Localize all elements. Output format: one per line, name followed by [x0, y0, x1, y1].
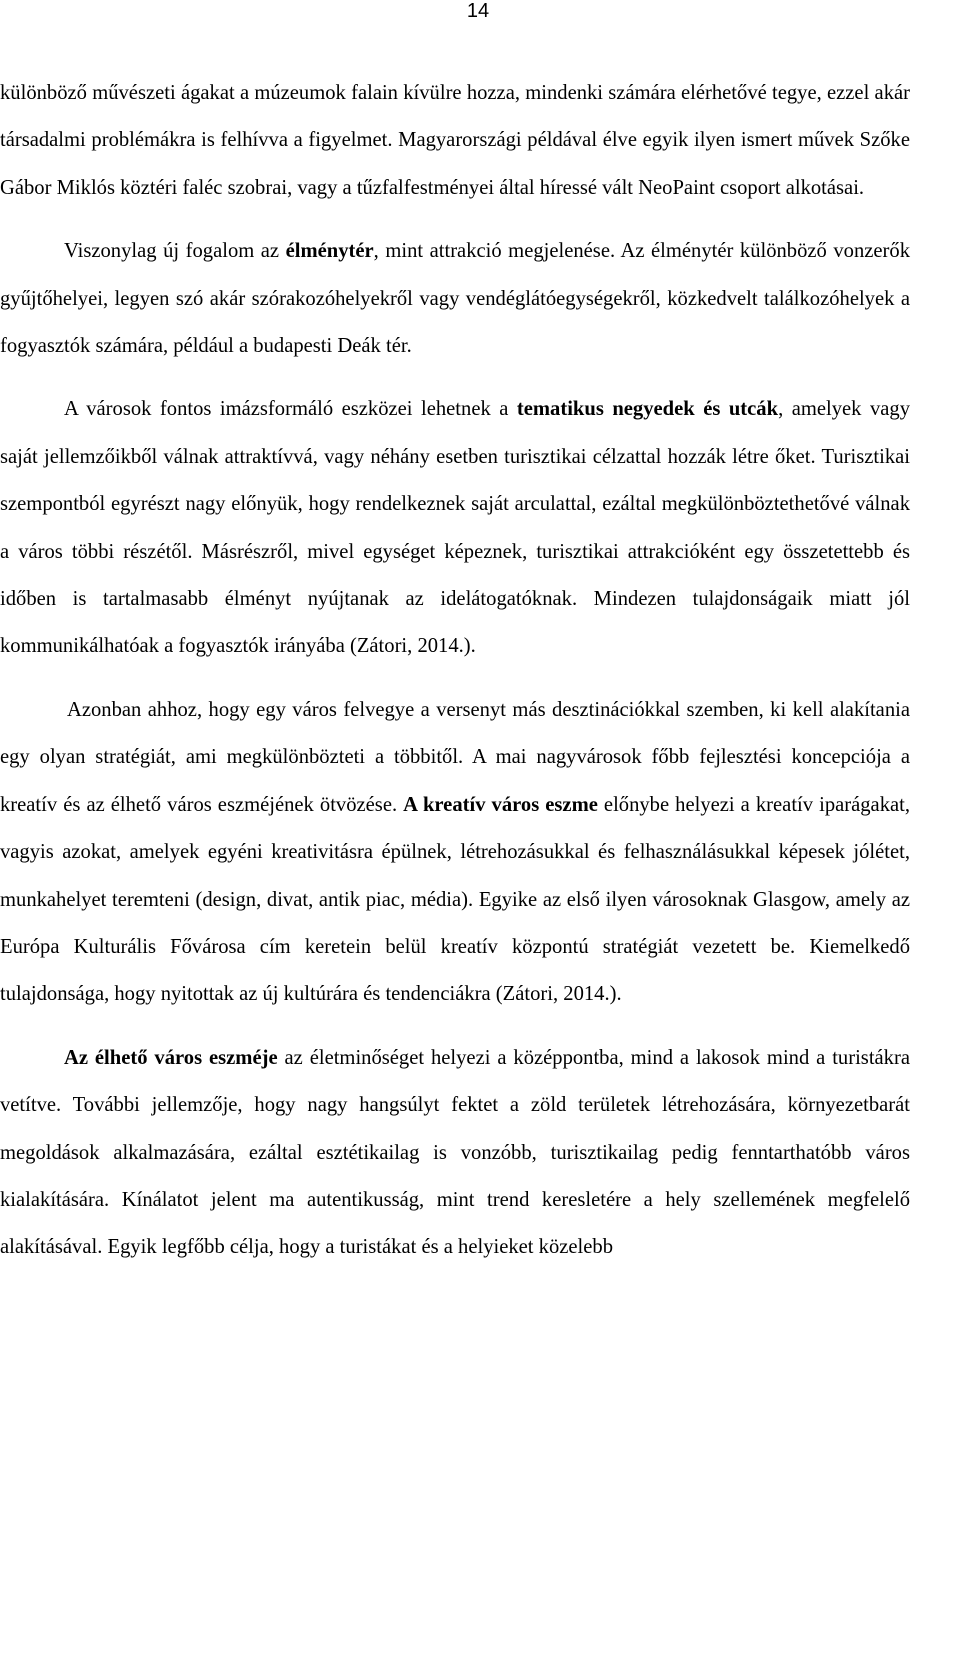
paragraph-2: [0, 228, 910, 370]
paragraph-3-text-a: A városok fontos imázsformáló eszközei lehetnek a: [64, 398, 517, 421]
term-elheto-varos: Az élhető város eszméje: [64, 1046, 278, 1069]
paragraph-1-text: különböző művészeti ágakat a múzeumok falain kívülre hozza, mindenki számára elérhetővé tegye, ezzel akár társadalmi problémákra is felhívva a figyelmet. Magyarországi példával élve egyik ilyen ismert művek Szőke Gábor Miklós köztéri faléc szobrai, vagy a tűzfalfestményei által híressé vált NeoPaint csoport alkotásai.: [0, 82, 910, 199]
paragraph-4-text-a: Azonban ahhoz, hogy egy város felvegye a versenyt más desztinációkkal szemben, ki kell alakítania egy olyan stratégiát, ami megkülönbözteti a többitől. A mai nagyvárosok főbb fejlesztési koncepciója a kreatív és az élhető város eszméjének ötvözése.: [0, 698, 910, 816]
term-elmenyter: élménytér: [285, 240, 374, 263]
term-kreativ-varos: A kreatív város eszme: [403, 793, 598, 816]
paragraph-4: [0, 687, 910, 1019]
paragraph-5-text: az életminőséget helyezi a középpontba, mind a lakosok mind a turistákra vetítve. További jellemzője, hogy nagy hangsúlyt fektet a zöld területek létrehozására, környezetbarát megoldások alkalmazására, ezáltal esztétikailag is vonzóbb, turisztikailag pedig fenntarthatóbb város kialakítására. Kínálatot jelent ma autentikusság, mint trend keresletére a hely szellemének megfelelő alakításával. Egyik legfőbb célja, hogy a turistákat és a helyieket közelebb: [0, 1046, 910, 1259]
paragraph-2-text-b: , mint attrakció megjelenése. Az élménytér különböző vonzerők gyűjtőhelyei, legyen szó akár szórakozóhelyekről vagy vendéglátóegységekről, közkedvelt találkozóhelyek a fogyasztók számára, például a budapesti Deák tér.: [0, 240, 910, 358]
page-number: 14: [466, 0, 490, 22]
paragraph-3: [0, 386, 910, 670]
paragraph-5: [0, 1035, 910, 1272]
paragraph-3-text-b: , amelyek vagy saját jellemzőikből válnak attraktívvá, vagy néhány esetben turisztikai célzattal hozzák létre őket. Turisztikai szempontból egyrészt nagy előnyük, hogy rendelkeznek saját arculattal, ezáltal megkülönböztethetővé válnak a város többi részétől. Másrészről, mivel egységet képeznek, turisztikai attrakcióként egy összetettebb és időben is tartalmasabb élményt nyújtanak az idelátogatóknak. Mindezen tulajdonságaik miatt jól kommunikálhatóak a fogyasztók irányába (Zátori, 2014.).: [0, 398, 910, 658]
paragraph-1: [0, 70, 910, 212]
paragraph-2-text-a: Viszonylag új fogalom az: [64, 240, 286, 263]
term-tematikus-negyedek: tematikus negyedek és utcák: [516, 398, 779, 421]
paragraph-4-text-b: előnybe helyezi a kreatív iparágakat, vagyis azokat, amelyek egyéni kreativitásra épülnek, létrehozásukkal és felhasználásukkal képesek jólétet, munkahelyet teremteni (design, divat, antik piac, média). Egyike az első ilyen városoknak Glasgow, amely az Európa Kulturális Fővárosa cím keretein belül kreatív központú stratégiát vezetett be. Kiemelkedő tulajdonsága, hogy nyitottak az új kultúrára és tendenciákra (Zátori, 2014.).: [0, 793, 911, 1006]
document-body: [0, 70, 910, 1272]
